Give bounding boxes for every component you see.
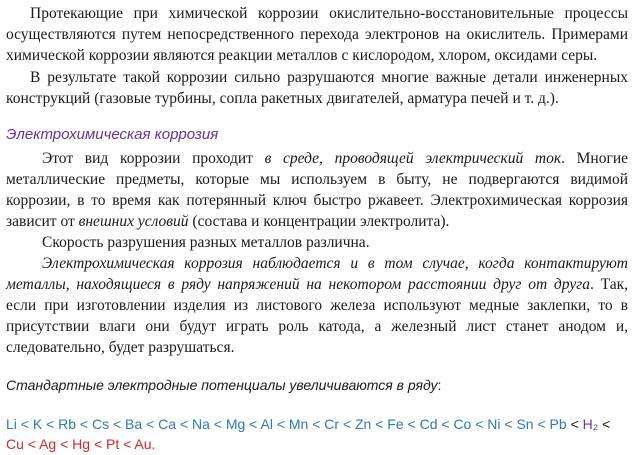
metals-before-hydrogen: Li < K < Rb < Cs < Ba < Ca < Na < Mg < Al < Mn < Cr < Zn < Fe < Cd < Co < Ni < Sn < Pb [6, 416, 567, 432]
text-run: Этот вид коррозии проходит [42, 150, 265, 167]
series-period: . [151, 436, 156, 452]
hydrogen-symbol: H₂ [582, 416, 599, 432]
paragraph-electrochemical-intro [6, 148, 628, 232]
caption-text: Стандартные электродные потенциалы увеличиваются в ряду [6, 377, 438, 393]
paragraph-contact-metals [6, 253, 628, 358]
paragraph-rate: Скорость разрушения разных металлов различна. [42, 234, 370, 251]
caption-colon: : [437, 377, 442, 393]
less-than-sign: < [598, 416, 611, 432]
text-run: . Так, если при изготовлении изделия из листового железа используют медные заклепки, то в присутствии влаги они будут играть роль катода, а железный лист станет анодом и, следовательно, будет разрушаться. [6, 276, 628, 356]
metals-after-hydrogen: Cu < Ag < Hg < Pt < Au [6, 436, 152, 452]
text-run: . Многие металлические предметы, которые мы используем в быту, не подвергаются видимой коррозии, в то время как потерянный ключ быстро ржавеет. Электрохимическая коррозия зависит от [6, 150, 629, 230]
italic-run: внешних условий [78, 213, 189, 230]
paragraph-chemical-corrosion: Протекающие при химической коррозии окислительно-восстановительные процессы осуществляются путем непосредственного перехода электронов на окислитель. Примерами химической коррозии являются реакции металлов с кислородом, хлором, оксидами серы. [6, 5, 628, 64]
text-run: (состава и концентрации электролита). [188, 213, 450, 230]
paragraph-consequences: В результате такой коррозии сильно разрушаются многие важные детали инженерных конструкций (газовые турбины, сопла ракетных двигателей, арматура печей и т. д.). [6, 69, 628, 107]
less-than-sign: < [566, 416, 583, 432]
series-caption [6, 377, 441, 393]
italic-run: Электрохимическая коррозия наблюдается и в том случае, когда контактируют металлы, находящиеся в ряду напряжений на некотором расстоянии друг от друга [6, 255, 628, 293]
italic-run: в среде, проводящей электрический ток [264, 150, 562, 167]
section-heading: Электрохимическая коррозия [6, 126, 219, 143]
electrochemical-series [6, 414, 628, 454]
